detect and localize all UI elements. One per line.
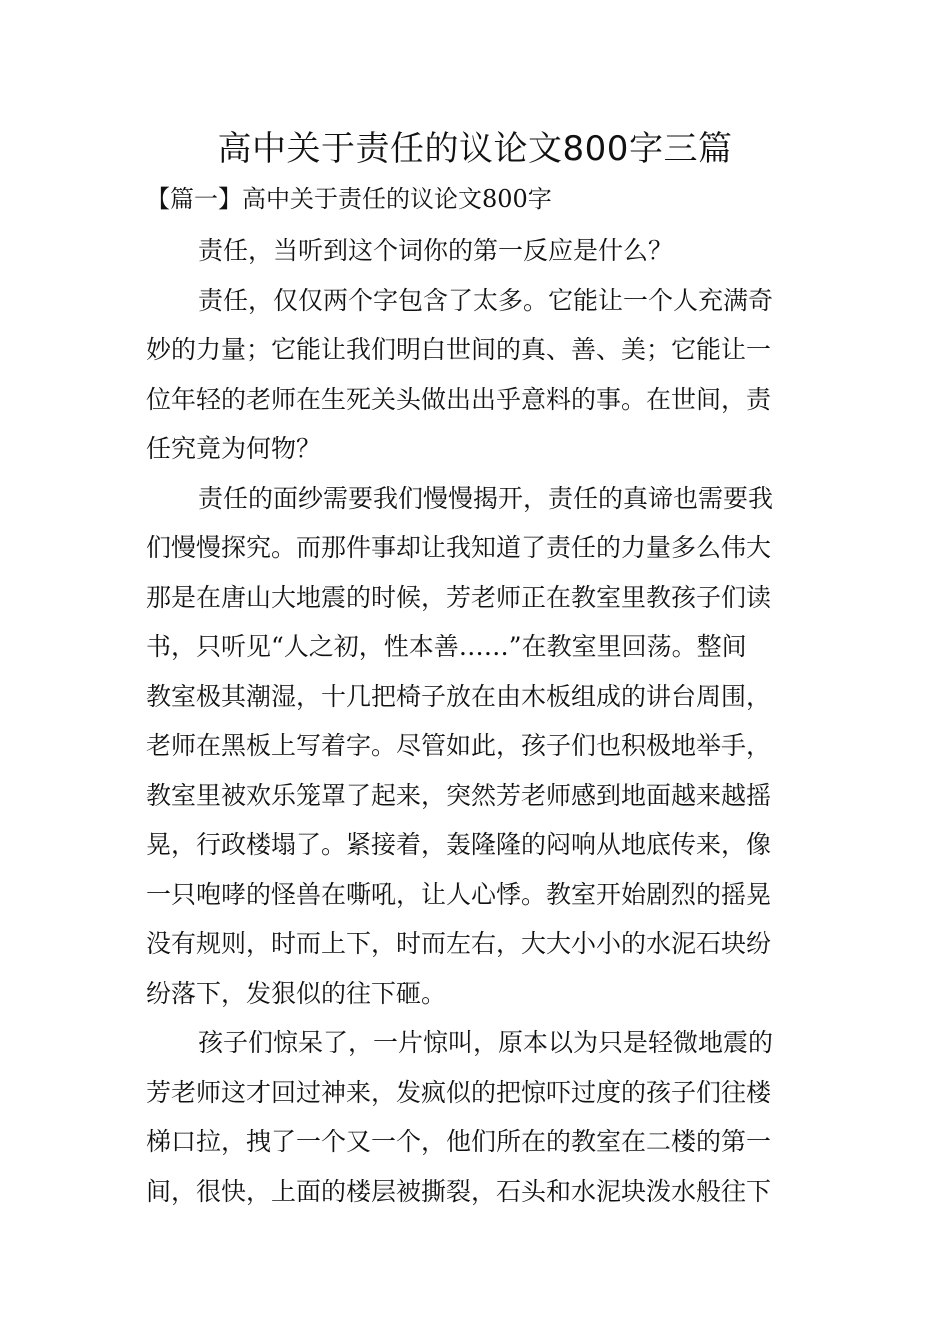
paragraph-line: 们慢慢探究。而那件事却让我知道了责任的力量多么伟大 (146, 533, 772, 562)
paragraph-line: 芳老师这才回过神来，发疯似的把惊吓过度的孩子们往楼 (146, 1077, 772, 1107)
paragraph-line: 间，很快，上面的楼层被撕裂，石头和水泥块泼水般往下 (146, 1176, 772, 1206)
paragraph-line: 没有规则，时而上下，时而左右，大大小小的水泥石块纷 (146, 929, 772, 958)
section-heading: 【篇一】高中关于责任的议论文800字 (146, 185, 552, 213)
paragraph-line: 一只咆哮的怪兽在嘶吼，让人心悸。教室开始剧烈的摇晃 (146, 879, 772, 909)
paragraph-line: 那是在唐山大地震的时候，芳老师正在教室里教孩子们读 (146, 582, 772, 612)
paragraph-line: 纷落下，发狠似的往下砸。 (146, 978, 447, 1008)
paragraph-line: 教室里被欢乐笼罩了起来，突然芳老师感到地面越来越摇 (146, 780, 772, 810)
document-title: 高中关于责任的议论文800字三篇 (217, 129, 733, 169)
paragraph-line: 妙的力量；它能让我们明白世间的真、善、美；它能让一 (146, 335, 772, 364)
paragraph-line: 教室极其潮湿，十几把椅子放在由木板组成的讲台周围， (146, 681, 772, 711)
paragraph-line: 任究竟为何物？ (146, 434, 322, 463)
paragraph-line: 书，只听见“人之初，性本善……”在教室里回荡。整间 (146, 632, 747, 661)
document-body (146, 226, 806, 1216)
paragraph-line: 孩子们惊呆了，一片惊叫，原本以为只是轻微地震的 (198, 1028, 774, 1057)
paragraph-line: 位年轻的老师在生死关头做出出乎意料的事。在世间，责 (146, 384, 772, 414)
paragraph-line: 责任，当听到这个词你的第一反应是什么？ (198, 236, 674, 265)
paragraph-line: 责任的面纱需要我们慢慢揭开，责任的真谛也需要我 (198, 483, 774, 513)
paragraph-line: 梯口拉，拽了一个又一个，他们所在的教室在二楼的第一 (146, 1127, 772, 1156)
paragraph-line: 责任，仅仅两个字包含了太多。它能让一个人充满奇 (198, 285, 774, 315)
paragraph-line: 老师在黑板上写着字。尽管如此，孩子们也积极地举手， (146, 731, 772, 760)
paragraph-line: 晃，行政楼塌了。紧接着，轰隆隆的闷响从地底传来，像 (146, 830, 772, 859)
